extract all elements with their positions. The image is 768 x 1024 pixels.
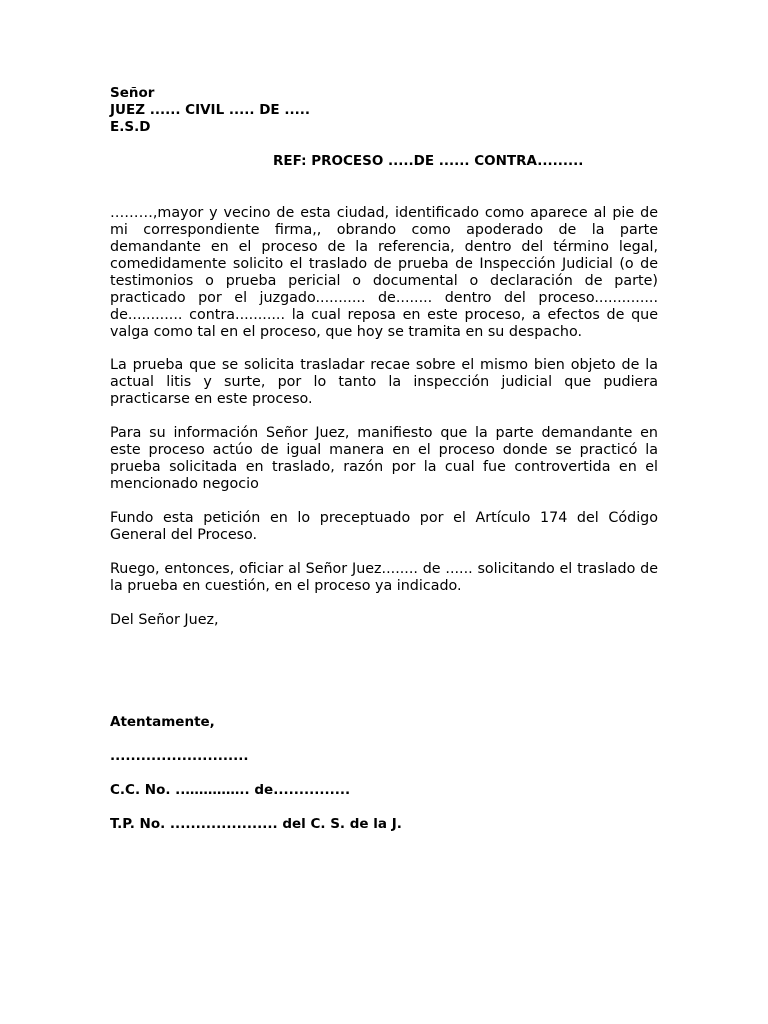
paragraph-evidence-object: La prueba que se solicita trasladar recae sobre el mismo bien objeto de la actual litis y surte, por lo tanto la inspección judicial que pudiera practicarse en este proceso. <box>110 357 658 407</box>
paragraph-legal-basis: Fundo esta petición en lo preceptuado por el Artículo 174 del Código General del Proceso. <box>110 510 658 543</box>
esd-line: E.S.D <box>110 119 151 135</box>
paragraph-petition: Ruego, entonces, oficiar al Señor Juez........ de ...... solicitando el traslado de la prueba en cuestión, en el proceso ya indicado. <box>110 561 658 594</box>
cc-number-line: C.C. No. ..………….. de............... <box>110 782 351 798</box>
tp-number-line: T.P. No. ..................... del C. S. de la J. <box>110 816 402 832</box>
paragraph-request: ………,mayor y vecino de esta ciudad, identificado como aparece al pie de mi correspondiente firma,, obrando como apoderado de la parte demandante en el proceso de la referencia, dentro del término legal, comedidamente solicito el traslado de prueba de Inspección Judicial (o de testimonios o prueba pericial o documental o declaración de parte) practicado por el juzgado........... de........ dentro del proceso.............. de............ contra........... la cual reposa en este proceso, a efectos de que valga como tal en el proceso, que hoy se tramita en su despacho. <box>110 205 658 340</box>
court-line: JUEZ ...... CIVIL ..... DE ..... <box>110 102 310 118</box>
salutation-line: Del Señor Juez, <box>110 612 219 628</box>
signature-line: ........................... <box>110 748 249 764</box>
reference-line: REF: PROCESO .....DE ...... CONTRA......... <box>273 153 584 169</box>
closing-line: Atentamente, <box>110 714 215 730</box>
addressee-line: Señor <box>110 85 155 101</box>
paragraph-information: Para su información Señor Juez, manifiesto que la parte demandante en este proceso actúo de igual manera en el proceso donde se practicó la prueba solicitada en traslado, razón por la cual fue controvertida en el mencionado negocio <box>110 425 658 492</box>
